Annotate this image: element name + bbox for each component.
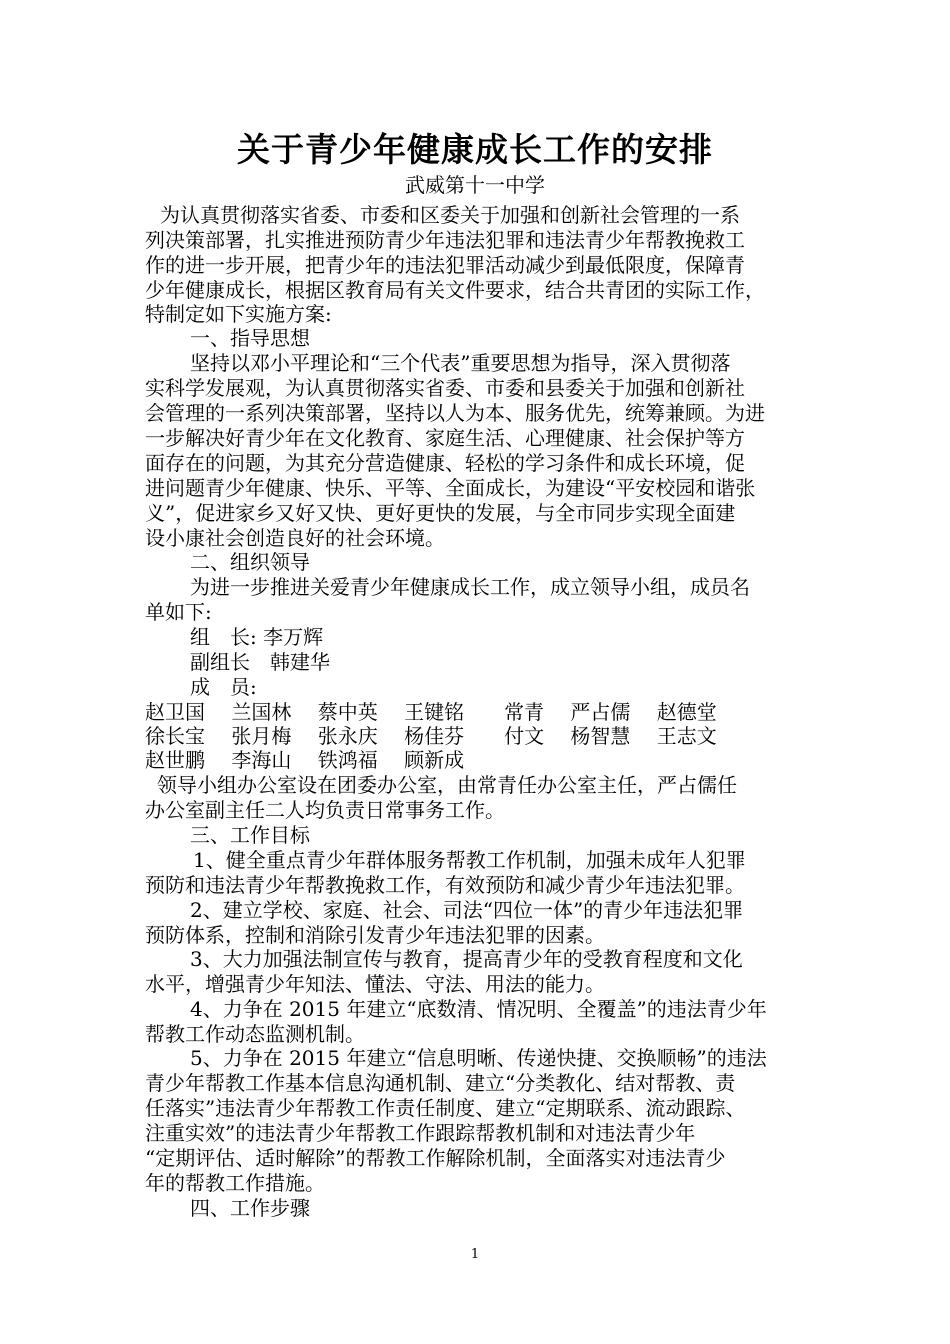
text-line: 水平，增强青少年知法、懂法、守法、用法的能力。 — [145, 972, 605, 996]
text-line: 帮教工作动态监测机制。 — [145, 1022, 365, 1046]
text-line: 注重实效”的违法青少年帮教工作跟踪帮教机制和对违法青少年 — [145, 1121, 696, 1145]
text-line: “定期评估、适时解除”的帮教工作解除机制，全面落实对违法青少 — [145, 1146, 726, 1170]
text-line: 2、建立学校、家庭、社会、司法“四位一体”的青少年违法犯罪 — [190, 898, 744, 922]
text-line: 面存在的问题，为其充分营造健康、轻松的学习条件和成长环境，促 — [145, 451, 745, 475]
document-title: 关于青少年健康成长工作的安排 — [237, 130, 713, 169]
page-number: 1 — [470, 1247, 480, 1262]
text-line: 年的帮教工作措施。 — [145, 1171, 325, 1195]
text-line: 单如下: — [145, 600, 212, 624]
text-line: 5、力争在 2015 年建立“信息明晰、传递快捷、交换顺畅”的违法 — [190, 1046, 767, 1070]
section-heading: 一、指导思想 — [190, 326, 310, 350]
text-line: 作的进一步开展，把青少年的违法犯罪活动减少到最低限度，保障青 — [145, 253, 745, 277]
text-line: 为认真贯彻落实省委、市委和区委关于加强和创新社会管理的一系 — [160, 203, 740, 227]
text-line: 3、大力加强法制宣传与教育，提高青少年的受教育程度和文化 — [190, 947, 743, 971]
text-line: 预防和违法青少年帮教挽救工作，有效预防和减少青少年违法犯罪。 — [145, 873, 745, 897]
text-line: 会管理的一系列决策部署，坚持以人为本、服务优先，统筹兼顾。为进 — [145, 401, 765, 425]
section-heading: 三、工作目标 — [190, 823, 310, 847]
members-row: 徐长宝 张月梅 张永庆 杨佳芬 付文 杨智慧 王志文 — [145, 724, 717, 748]
text-line: 设小康社会创造良好的社会环境。 — [145, 526, 445, 550]
text-line: 任落实”违法青少年帮教工作责任制度、建立“定期联系、流动跟踪、 — [145, 1096, 746, 1120]
school-name: 武威第十一中学 — [405, 173, 545, 197]
text-line: 预防体系，控制和消除引发青少年违法犯罪的因素。 — [145, 923, 605, 947]
text-line: 少年健康成长，根据区教育局有关文件要求，结合共青团的实际工作， — [145, 278, 765, 302]
section-heading: 二、组织领导 — [190, 550, 310, 574]
text-line: 1、健全重点青少年群体服务帮教工作机制，加强未成年人犯罪 — [193, 848, 746, 872]
text-line: 青少年帮教工作基本信息沟通机制、建立“分类教化、结对帮教、责 — [145, 1071, 736, 1095]
text-line: 进问题青少年健康、快乐、平等、全面成长，为建设“平安校园和谐张 — [145, 476, 756, 500]
text-line: 特制定如下实施方案: — [145, 302, 332, 326]
members-row: 赵世鹏 李海山 铁鸿福 顾新成 — [145, 748, 465, 772]
section-heading: 四、工作步骤 — [190, 1196, 310, 1220]
deputy-leader-line: 副组长 韩建华 — [190, 650, 330, 674]
text-line: 领导小组办公室设在团委办公室，由常青任办公室主任，严占儒任 — [157, 773, 737, 797]
members-row: 赵卫国 兰国林 蔡中英 王键铭 常青 严占儒 赵德堂 — [145, 700, 717, 724]
text-line: 办公室副主任二人均负责日常事务工作。 — [145, 798, 505, 822]
leader-line: 组 长: 李万辉 — [190, 625, 324, 649]
members-label: 成 员: — [190, 675, 257, 699]
text-line: 义”，促进家乡又好又快、更好更快的发展，与全市同步实现全面建 — [145, 501, 736, 525]
text-line: 实科学发展观，为认真贯彻落实省委、市委和县委关于加强和创新社 — [145, 376, 745, 400]
text-line: 为进一步推进关爱青少年健康成长工作，成立领导小组，成员名 — [190, 575, 750, 599]
text-line: 列决策部署，扎实推进预防青少年违法犯罪和违法青少年帮教挽救工 — [145, 228, 745, 252]
text-line: 4、力争在 2015 年建立“底数清、情况明、全覆盖”的违法青少年 — [190, 997, 767, 1021]
text-line: 一步解决好青少年在文化教育、家庭生活、心理健康、社会保护等方 — [145, 426, 745, 450]
text-line: 坚持以邓小平理论和“三个代表”重要思想为指导，深入贯彻落 — [190, 351, 731, 375]
